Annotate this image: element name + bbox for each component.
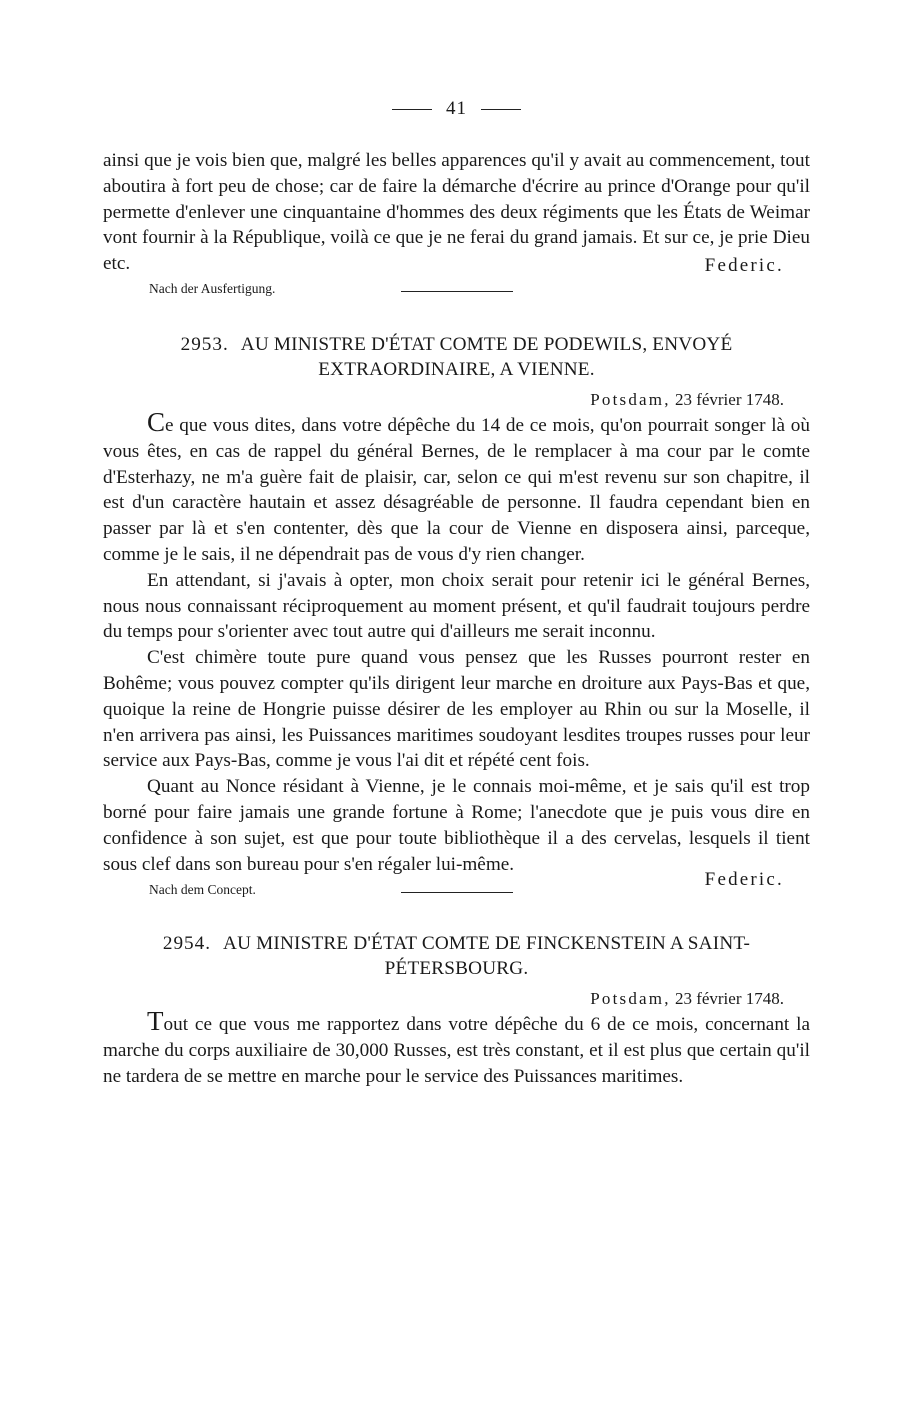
- header-dash-left: [392, 109, 432, 110]
- letter-heading: [103, 332, 810, 382]
- paragraph-text: e que vous dites, dans votre dépêche du 14 de ce mois, qu'on pourrait songer là où vous êtes, en cas de rappel du général Bernes, de le remplacer à ma cour par le comte d'Esterhazy, ne m'a guère fait de plaisir, car, selon ce qui m'est revenu sur son chapitre, il est d'un caractère hautain et assez désagréable de personne. Il faudra cependant bien en passer par là et s'en contenter, dès que la cour de Vienne en disposera ainsi, parceque, comme je le sais, il ne dépendrait pas de vous d'y rien changer.: [103, 414, 810, 565]
- dateline: [103, 388, 784, 412]
- letter-paragraph: C'est chimère toute pure quand vous pensez que les Russes pourront rester en Bohême; vous pouvez compter qu'ils dirigent leur marche en droiture aux Pays-Bas et que, quoique la reine de Hongrie puisse désirer de les employer au Rhin ou sur la Moselle, il n'en arrivera pas ainsi, les Puissances maritimes soudoyant lesdites troupes russes pour leur service aux Pays-Bas, comme je vous l'ai dit et répété cent fois.: [103, 647, 810, 772]
- letter-paragraph: [103, 1006, 810, 1089]
- letter-paragraph: Quant au Nonce résidant à Vienne, je le connais moi-même, et je sais qu'il est trop borné pour faire jamais une grande fortune à Rome; l'anecdote que je puis vous dire en confidence à son sujet, est que pour toute bibliothèque il a des cervelas, lesquels il tient sous clef dans son bureau pour s'en régaler lui-même.: [103, 776, 810, 875]
- section-divider: [401, 892, 513, 893]
- letter-paragraph: En attendant, si j'avais à opter, mon choix serait pour retenir ici le général Bernes, nous nous connaissant réciproquement au moment présent, et qu'il faudrait toujours perdre du temps pour s'orienter avec tout autre qui d'ailleurs me serait inconnu.: [103, 569, 810, 643]
- page: [103, 96, 810, 1090]
- dateline-date: 23 février 1748.: [674, 389, 784, 409]
- letter-number: 2954.: [162, 933, 212, 955]
- dateline: [103, 987, 784, 1011]
- letter-number: 2953.: [180, 333, 229, 355]
- page-header: [103, 96, 810, 122]
- initial-letter: T: [147, 1006, 164, 1037]
- source-note: Nach dem Concept.: [149, 882, 256, 898]
- header-dash-right: [481, 109, 521, 110]
- dateline-place: Potsdam,: [590, 389, 671, 409]
- dateline-date: 23 février 1748.: [674, 989, 784, 1009]
- initial-letter: C: [147, 406, 166, 437]
- letter-heading: [103, 931, 810, 981]
- continuation-paragraph: ainsi que je vois bien que, malgré les belles apparences qu'il y avait au commencement, tout aboutira à fort peu de chose; car de faire la démarche d'écrire au prince d'Orange pour qu'il permette d'enlever une cinquantaine d'hommes des deux régiments que les États de Weimar vont fournir à la République, voilà ce que je ne ferai du grand jamais. Et sur ce, je prie Dieu etc.: [103, 150, 810, 275]
- source-note: Nach der Ausfertigung.: [149, 280, 276, 296]
- signature: Federic.: [704, 869, 784, 891]
- letter-recipient: AU MINISTRE D'ÉTAT COMTE DE FINCKENSTEIN A SAINT-PÉTERSBOURG.: [223, 933, 751, 980]
- signature: Federic.: [704, 254, 784, 276]
- section-divider: [401, 291, 513, 292]
- letter-recipient: AU MINISTRE D'ÉTAT COMTE DE PODEWILS, ENVOYÉ EXTRAORDINAIRE, A VIENNE.: [240, 333, 733, 380]
- letter-paragraph: [103, 406, 810, 568]
- dateline-place: Potsdam,: [590, 989, 671, 1009]
- paragraph-text: out ce que vous me rapportez dans votre dépêche du 6 de ce mois, concernant la marche du corps auxiliaire de 30,000 Russes, est très constant, et il est plus que certain qu'il ne tardera de se mettre en marche pour le service des Puissances maritimes.: [103, 1014, 810, 1087]
- page-number: 41: [446, 98, 467, 119]
